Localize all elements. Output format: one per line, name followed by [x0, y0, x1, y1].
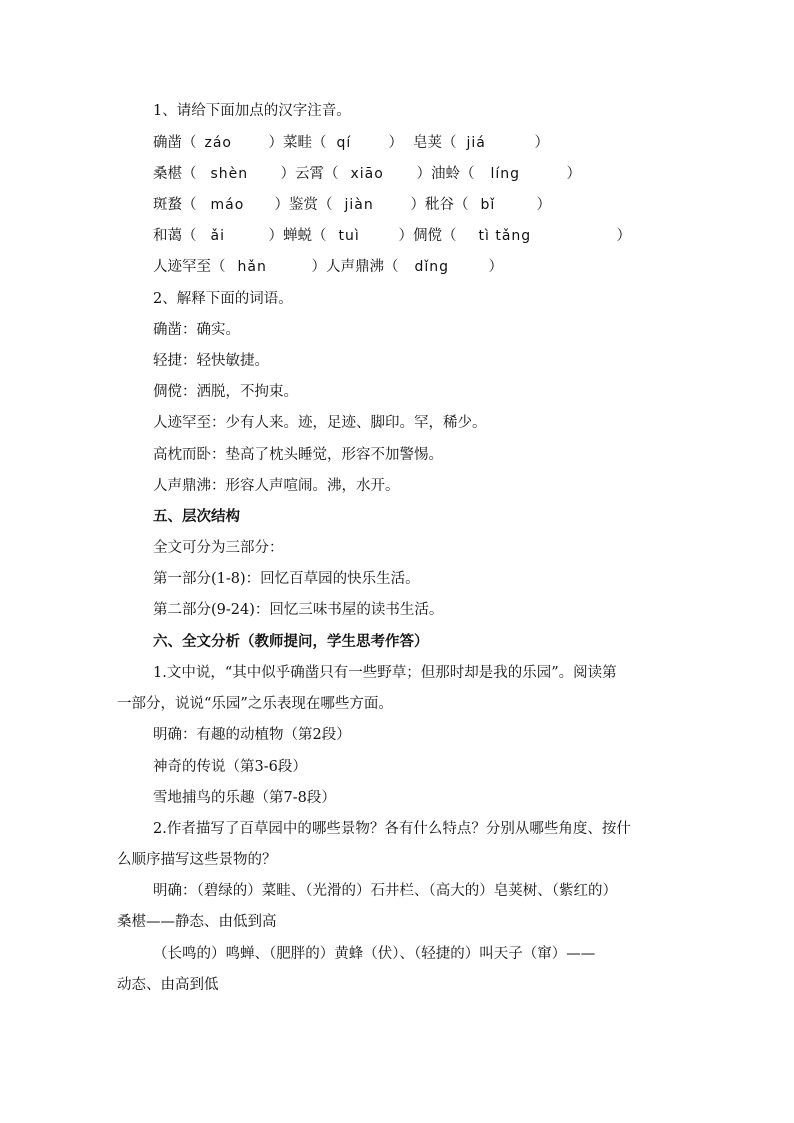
- pinyin-word: 斑蝥（: [153, 197, 197, 213]
- pinyin-answer: máo: [210, 197, 245, 213]
- pinyin-answer: tuì: [338, 228, 360, 244]
- pinyin-answer: jiàn: [344, 197, 374, 213]
- pinyin-word: 秕谷（: [425, 197, 469, 213]
- pinyin-close: ）: [566, 166, 581, 182]
- pinyin-word: 和蔼（: [153, 228, 197, 244]
- pinyin-word: 人迹罕至（: [153, 259, 226, 275]
- pinyin-word: 桑椹（: [153, 166, 197, 182]
- pinyin-word: 菜畦（: [283, 135, 327, 151]
- q2-title: 2、解释下面的词语。: [153, 291, 293, 307]
- pinyin-row-5: [153, 257, 503, 277]
- pinyin-answer: shèn: [210, 166, 249, 182]
- pinyin-answer: tì tǎng: [478, 228, 532, 244]
- answer-2-line-4: 动态、由高到低: [117, 977, 219, 993]
- definition-item: 轻捷：轻快敏捷。: [153, 353, 269, 369]
- pinyin-answer: xiāo: [350, 166, 384, 182]
- section-6-heading: 六、全文分析（教师提问，学生思考作答）: [153, 633, 429, 650]
- question-1-line-1: 1.文中说，“其中似乎确凿只有一些野草；但那时却是我的乐园”。阅读第: [153, 665, 617, 681]
- pinyin-answer: záo: [204, 135, 232, 151]
- pinyin-word: 油蛉（: [431, 166, 475, 182]
- pinyin-close: ）: [398, 228, 413, 244]
- section-5-heading: 五、层次结构: [153, 508, 240, 525]
- definition-item: 倜傥：洒脱，不拘束。: [153, 384, 298, 400]
- pinyin-word: 云霄（: [295, 166, 339, 182]
- pinyin-answer: ǎi: [210, 228, 225, 244]
- pinyin-row-4: [153, 226, 631, 246]
- pinyin-close: ）: [268, 228, 283, 244]
- q1-title: 1、请给下面加点的汉字注音。: [153, 103, 351, 119]
- pinyin-close: ）: [274, 197, 289, 213]
- pinyin-close: ）: [534, 135, 549, 151]
- structure-part: 第一部分(1-8)：回忆百草园的快乐生活。: [153, 571, 420, 587]
- pinyin-word: 蝉蜕（: [283, 228, 327, 244]
- pinyin-word: 鉴赏（: [289, 197, 333, 213]
- question-1-line-2: 一部分，说说“乐园”之乐表现在哪些方面。: [117, 696, 393, 712]
- answer-2-line-3: （长鸣的）鸣蝉、（肥胖的）黄蜂（伏）、（轻捷的）叫天子（窜）——: [153, 946, 596, 962]
- pinyin-close: ）: [616, 228, 631, 244]
- definition-item: 人声鼎沸：形容人声喧闹。沸，水开。: [153, 478, 400, 494]
- pinyin-answer: dǐng: [414, 259, 450, 275]
- pinyin-answer: líng: [490, 166, 521, 182]
- question-2-line-1: 2.作者描写了百草园中的哪些景物？各有什么特点？分别从哪些角度、按什: [153, 821, 631, 837]
- pinyin-close: ）: [268, 135, 283, 151]
- structure-part: 第二部分(9-24)：回忆三味书屋的读书生活。: [153, 602, 444, 618]
- definition-item: 人迹罕至：少有人来。迹，足迹、脚印。罕，稀少。: [153, 415, 487, 431]
- pinyin-answer: jiá: [466, 135, 486, 151]
- pinyin-answer: qí: [336, 135, 352, 151]
- pinyin-row-2: [153, 164, 581, 184]
- definition-item: 确凿：确实。: [153, 322, 240, 338]
- pinyin-close: ）: [416, 166, 431, 182]
- pinyin-word: 人声鼎沸（: [326, 259, 399, 275]
- answer-2-line-2: 桑椹——静态、由低到高: [117, 914, 277, 930]
- definition-item: 高枕而卧：垫高了枕头睡觉，形容不加警惕。: [153, 447, 443, 463]
- pinyin-word: 倜傥（: [413, 228, 457, 244]
- pinyin-answer: hǎn: [237, 259, 267, 275]
- answer-2-line-1: 明确：（碧绿的）菜畦、（光滑的）石井栏、（高大的）皂荚树、（紫红的）: [153, 883, 617, 899]
- pinyin-close: ）: [488, 259, 503, 275]
- pinyin-row-1: [153, 133, 549, 153]
- question-2-line-2: 么顺序描写这些景物的？: [117, 852, 277, 868]
- answer-1-line: 雪地捕鸟的乐趣（第7-8段）: [153, 790, 336, 806]
- pinyin-word: 确凿（: [153, 135, 197, 151]
- answer-1-line: 神奇的传说（第3-6段）: [153, 759, 307, 775]
- pinyin-row-3: [153, 195, 551, 215]
- answer-1-line: 明确：有趣的动植物（第2段）: [153, 727, 351, 743]
- pinyin-close: ）: [410, 197, 425, 213]
- pinyin-close: ）: [536, 197, 551, 213]
- pinyin-close: ）: [311, 259, 326, 275]
- pinyin-word: 皂荚（: [413, 135, 457, 151]
- pinyin-close: ）: [388, 135, 403, 151]
- pinyin-answer: bǐ: [480, 197, 496, 213]
- pinyin-close: ）: [280, 166, 295, 182]
- section-5-intro: 全文可分为三部分：: [153, 540, 284, 556]
